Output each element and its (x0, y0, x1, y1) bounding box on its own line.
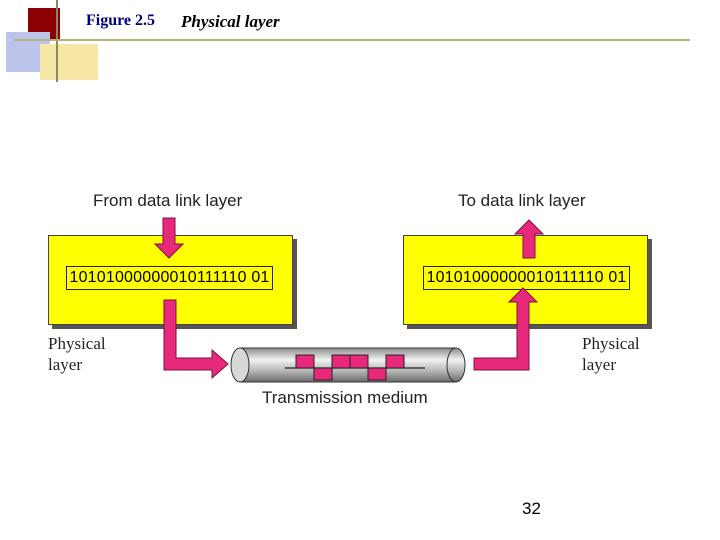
down-arrow-icon (155, 218, 183, 258)
left-physical-label-line2: layer (48, 355, 82, 374)
right-bit-stream: 10101000000010111110 01 (423, 266, 630, 290)
transmission-medium-label: Transmission medium (262, 388, 428, 407)
figure-number: Figure 2.5 (86, 12, 156, 29)
right-physical-label-line2: layer (582, 355, 616, 374)
left-bit-stream: 10101000000010111110 01 (66, 266, 273, 290)
right-physical-label-line1: Physical (582, 334, 640, 353)
up-arrow-icon (515, 220, 543, 258)
left-elbow-arrow-icon (164, 300, 228, 378)
to-data-link-label: To data link layer (458, 191, 586, 210)
page-number: 32 (522, 499, 541, 518)
from-data-link-label: From data link layer (93, 191, 243, 210)
right-elbow-arrow-icon (474, 288, 537, 370)
left-physical-label-line1: Physical (48, 334, 106, 353)
figure-title: Physical layer (181, 12, 280, 31)
